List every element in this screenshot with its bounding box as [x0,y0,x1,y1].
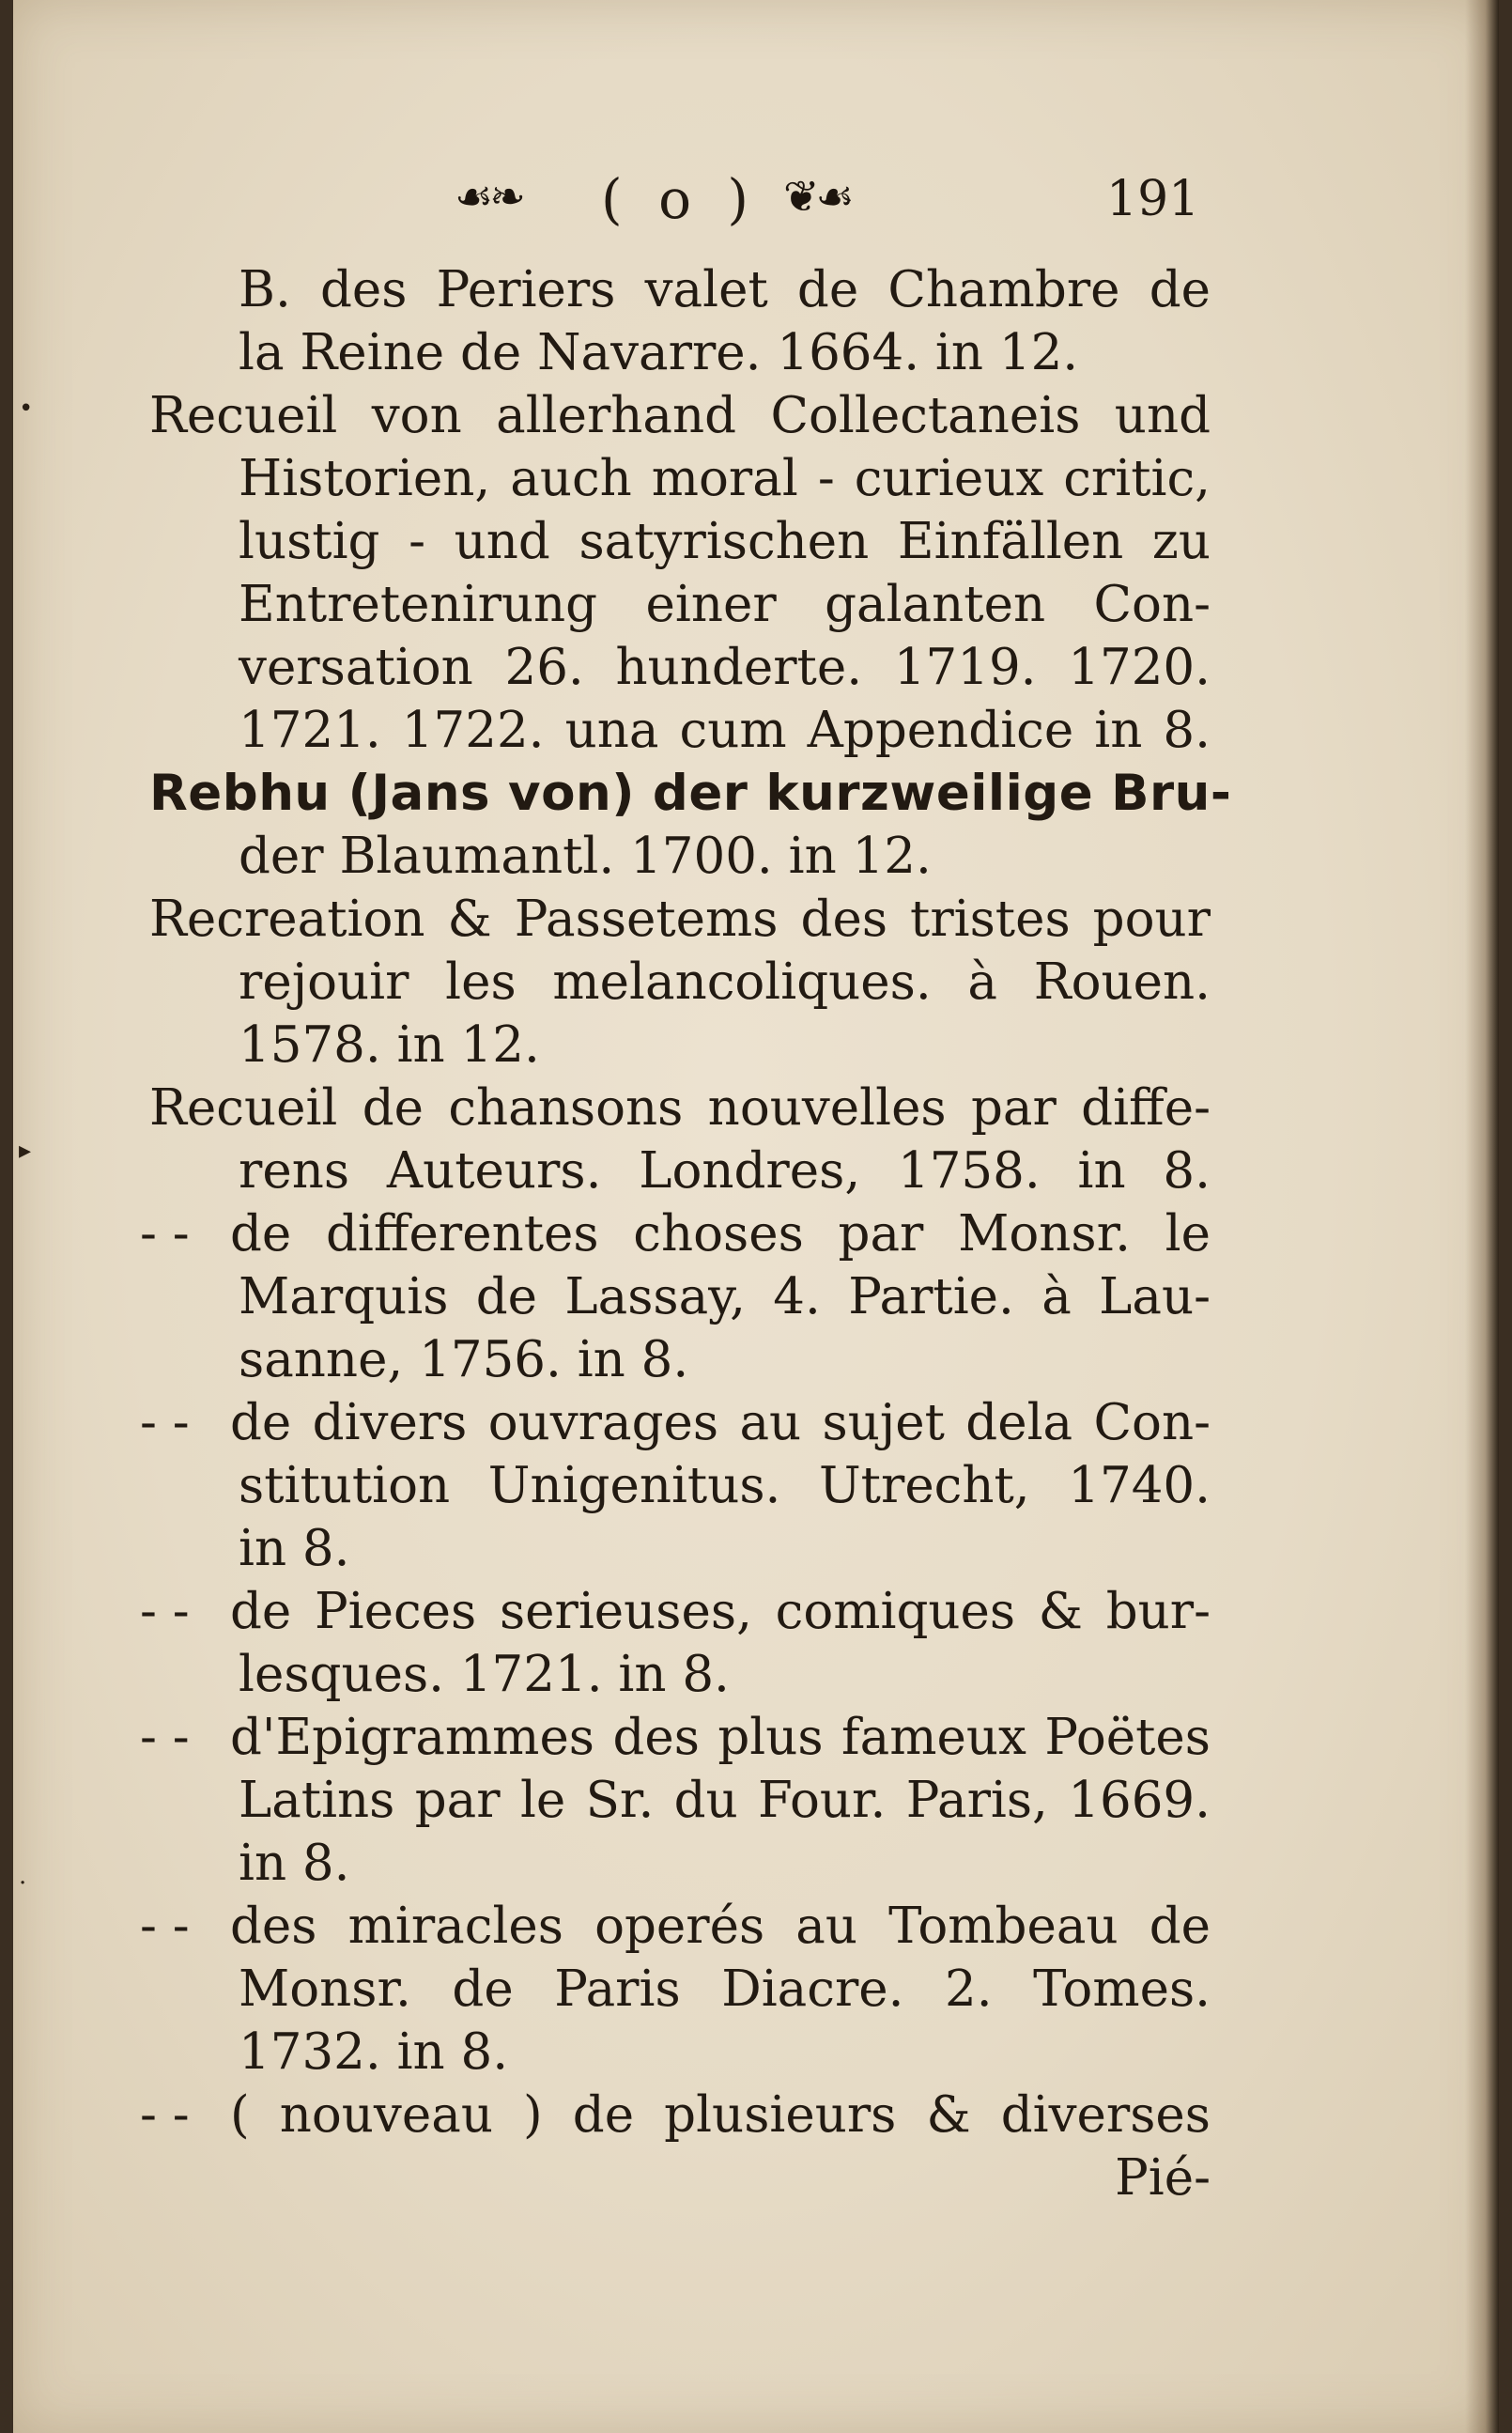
margin-mark: • [19,395,34,423]
text-line: in 8. [239,1520,350,1577]
text-line [140,1202,1211,1265]
text-line: versation 26. hunderte. 1719. 1720. [239,639,1211,696]
text-line: 1578. in 12. [239,1016,540,1074]
text-line [140,1895,1211,1958]
text-line: Marquis de Lassay, 4. Partie. à Lau- [239,1268,1211,1325]
text-line: lesques. 1721. in 8. [239,1646,730,1703]
text-line [140,2084,1211,2146]
margin-mark: ▸ [19,1137,32,1165]
page-number: 191 [1106,171,1200,227]
header-ornament-left: ☙❧ [455,171,522,222]
entry-text: des miracles operés au Tombeau de [230,1898,1211,1955]
book-page [13,0,1499,2433]
text-line: sanne, 1756. in 8. [239,1331,689,1388]
text-line: B. des Periers valet de Chambre de [239,261,1211,318]
text-line [140,1706,1211,1769]
ditto-dash: - - [140,1205,190,1263]
text-line: Entretenirung einer galanten Con- [239,576,1211,633]
entry-text: de Pieces serieuses, comiques & bur- [230,1583,1211,1640]
ditto-dash: - - [140,2086,190,2144]
entry-text: de divers ouvrages au sujet dela Con- [230,1394,1211,1451]
text-line [140,1580,1211,1643]
text-line: in 8. [239,1835,350,1892]
ditto-dash: - - [140,1709,190,1766]
text-line: lustig - und satyrischen Einfällen zu [239,513,1211,570]
text-line: Historien, auch moral - curieux critic, [239,450,1211,507]
entry-text: de differentes choses par Monsr. le [230,1205,1211,1263]
text-line: rejouir les melancoliques. à Rouen. [239,953,1211,1011]
ditto-dash: - - [140,1583,190,1640]
page-gutter-shadow [1465,0,1499,2433]
text-line: der Blaumantl. 1700. in 12. [239,828,932,885]
text-line [140,1391,1211,1454]
text-line: la Reine de Navarre. 1664. in 12. [239,324,1079,381]
text-line: stitution Unigenitus. Utrecht, 1740. [239,1457,1211,1514]
text-line: Recueil de chansons nouvelles par diffe- [149,1079,1211,1137]
header-ornament-right: ❦☙ [783,171,851,222]
signature-marker: ( o ) [601,167,759,231]
page-header [13,167,1499,252]
entry-text: d'Epigrammes des plus fameux Poëtes [230,1709,1211,1766]
text-line: Pié- [1115,2149,1211,2207]
catalog-text-body [140,258,1232,2209]
text-line: 1721. 1722. una cum Appendice in 8. [239,702,1211,759]
text-line: 1732. in 8. [239,2023,509,2081]
text-line: Latins par le Sr. du Four. Paris, 1669. [239,1772,1211,1829]
text-line: Rebhu (Jans von) der kurzweilige Bru- [149,765,1232,822]
text-line: Monsr. de Paris Diacre. 2. Tomes. [239,1960,1211,2018]
entry-text: ( nouveau ) de plusieurs & diverses [230,2086,1211,2144]
text-line: Recueil von allerhand Collectaneis und [149,387,1211,444]
ditto-dash: - - [140,1898,190,1955]
margin-mark: · [19,1869,27,1898]
ditto-dash: - - [140,1394,190,1451]
text-line: rens Auteurs. Londres, 1758. in 8. [239,1142,1211,1200]
text-line: Recreation & Passetems des tristes pour [149,891,1211,948]
